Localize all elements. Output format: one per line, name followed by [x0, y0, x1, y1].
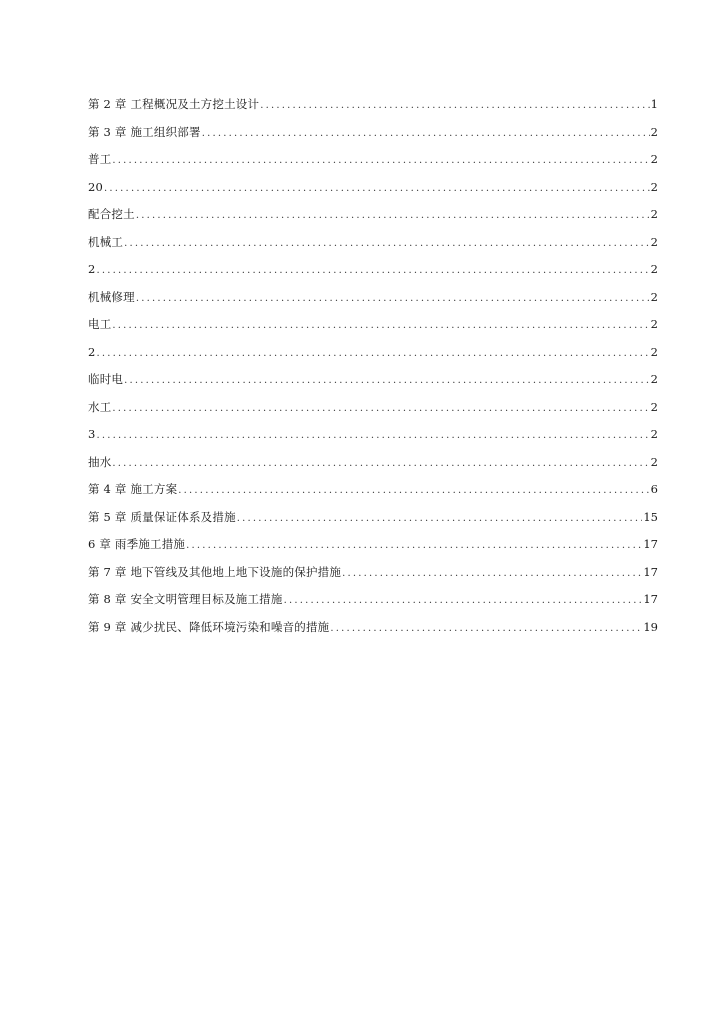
- toc-entry[interactable]: [88, 534, 658, 562]
- toc-entry-page: 2: [650, 262, 658, 276]
- toc-entry-title: 配合挖土: [88, 207, 135, 221]
- toc-leader-dots: [112, 454, 649, 474]
- toc-leader-dots: [97, 426, 650, 446]
- toc-entry[interactable]: [88, 479, 658, 507]
- toc-entry-title: 第 5 章 质量保证体系及措施: [88, 509, 236, 524]
- toc-entry-title: 3: [88, 427, 96, 441]
- toc-entry-title: 机械工: [88, 234, 124, 249]
- toc-entry-title: 第 4 章 施工方案: [88, 482, 178, 496]
- toc-entry[interactable]: [88, 94, 658, 122]
- toc-leader-dots: [186, 536, 642, 556]
- toc-entry-title: 第 8 章 安全文明管理目标及施工措施: [88, 592, 283, 606]
- toc-entry-page: 17: [643, 592, 658, 606]
- toc-entry[interactable]: [88, 232, 658, 260]
- toc-entry-page: 2: [650, 372, 658, 386]
- toc-entry[interactable]: [88, 204, 658, 232]
- toc-entry[interactable]: [88, 397, 658, 425]
- toc-entry[interactable]: [88, 259, 658, 287]
- toc-leader-dots: [260, 96, 649, 116]
- toc-entry-title: 水工: [88, 399, 112, 414]
- toc-entry[interactable]: [88, 452, 658, 480]
- toc-entry-title: 第 9 章 减少扰民、降低环境污染和噪音的措施: [88, 619, 330, 634]
- toc-entry-page: 2: [650, 454, 658, 469]
- toc-leader-dots: [112, 316, 649, 336]
- toc-leader-dots: [97, 344, 650, 364]
- toc-entry[interactable]: [88, 617, 658, 645]
- toc-leader-dots: [178, 481, 649, 501]
- toc-entry-page: 2: [650, 179, 658, 194]
- toc-leader-dots: [112, 399, 649, 419]
- toc-leader-dots: [237, 509, 643, 529]
- toc-entry-page: 2: [650, 317, 658, 331]
- toc-entry[interactable]: [88, 122, 658, 150]
- toc-leader-dots: [97, 261, 650, 281]
- toc-entry[interactable]: [88, 287, 658, 315]
- toc-entry-page: 2: [650, 344, 658, 359]
- toc-entry[interactable]: [88, 314, 658, 342]
- toc-entry[interactable]: [88, 562, 658, 590]
- toc-entry-page: 2: [650, 207, 658, 221]
- toc-entry-page: 1: [650, 97, 658, 111]
- toc-entry-page: 2: [650, 124, 658, 139]
- toc-entry-page: 2: [650, 289, 658, 304]
- toc-entry-page: 17: [643, 537, 658, 551]
- toc-entry-title: 第 7 章 地下管线及其他地上地下设施的保护措施: [88, 564, 342, 579]
- toc-entry-page: 17: [643, 564, 658, 579]
- toc-entry-title: 6 章 雨季施工措施: [88, 537, 186, 551]
- toc-entry-page: 15: [643, 509, 658, 524]
- toc-entry[interactable]: [88, 149, 658, 177]
- toc-entry-title: 抽水: [88, 454, 112, 469]
- toc-entry[interactable]: [88, 177, 658, 205]
- toc-entry-title: 普工: [88, 152, 112, 166]
- toc-entry[interactable]: [88, 369, 658, 397]
- toc-entry-title: 第 2 章 工程概况及土方挖土设计: [88, 97, 260, 111]
- toc-entry-page: 2: [650, 152, 658, 166]
- toc-leader-dots: [136, 206, 650, 226]
- toc-leader-dots: [124, 371, 650, 391]
- toc-leader-dots: [136, 289, 650, 309]
- toc-entry[interactable]: [88, 589, 658, 617]
- toc-entry-page: 2: [650, 399, 658, 414]
- toc-entry-title: 电工: [88, 317, 112, 331]
- toc-entry-title: 2: [88, 262, 96, 276]
- toc-leader-dots: [104, 179, 650, 199]
- toc-leader-dots: [330, 619, 642, 639]
- toc-entry-title: 20: [88, 179, 104, 194]
- toc-entry[interactable]: [88, 342, 658, 370]
- toc-entry[interactable]: [88, 507, 658, 535]
- toc-entry-title: 临时电: [88, 372, 124, 386]
- toc-entry-page: 2: [650, 427, 658, 441]
- toc-entry[interactable]: [88, 424, 658, 452]
- toc-leader-dots: [124, 234, 650, 254]
- table-of-contents: [88, 94, 658, 644]
- toc-entry-page: 19: [643, 619, 658, 634]
- toc-leader-dots: [202, 124, 650, 144]
- toc-entry-page: 6: [650, 482, 658, 496]
- toc-entry-title: 第 3 章 施工组织部署: [88, 124, 201, 139]
- toc-leader-dots: [284, 591, 643, 611]
- toc-entry-title: 机械修理: [88, 289, 135, 304]
- toc-leader-dots: [342, 564, 642, 584]
- toc-entry-title: 2: [88, 344, 96, 359]
- toc-leader-dots: [112, 151, 649, 171]
- toc-entry-page: 2: [650, 234, 658, 249]
